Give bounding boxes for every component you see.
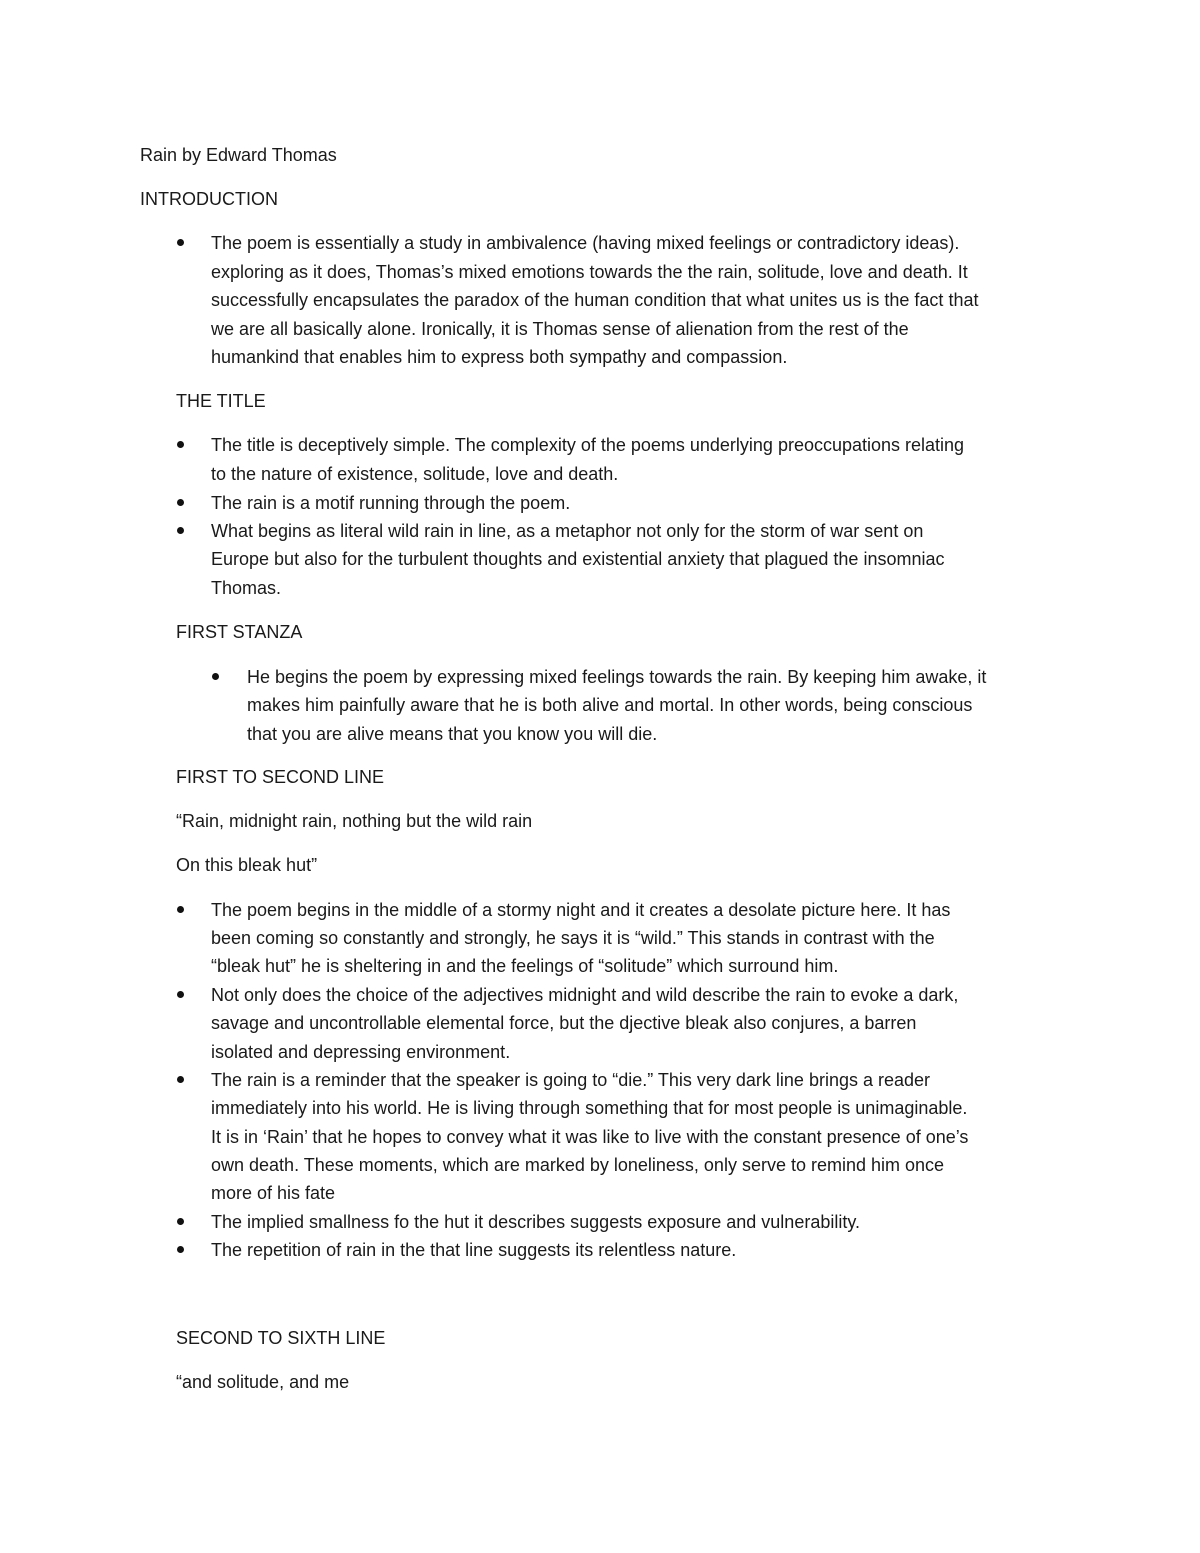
poem-quote-line: “and solitude, and me: [176, 1372, 350, 1392]
bullet-text-line: makes him painfully aware that he is both alive and mortal. In other words, being conscious: [247, 695, 973, 715]
bullet-text-line: more of his fate: [211, 1183, 336, 1203]
bullet-text-line: humankind that enables him to express both sympathy and compassion.: [211, 347, 788, 367]
bullet-marker: [177, 991, 184, 998]
bullet-text-line: own death. These moments, which are marked by loneliness, only serve to remind him once: [211, 1155, 945, 1175]
poem-quote-line: “Rain, midnight rain, nothing but the wild rain: [176, 811, 533, 831]
bullet-text-line: What begins as literal wild rain in line, as a metaphor not only for the storm of war sent on: [211, 521, 924, 541]
section-heading-second-to-sixth-line: SECOND TO SIXTH LINE: [176, 1328, 386, 1348]
bullet-text-line: The poem is essentially a study in ambivalence (having mixed feelings or contradictory ideas).: [211, 233, 960, 253]
bullet-marker: [177, 441, 184, 448]
bullet-marker: [177, 499, 184, 506]
bullet-text-line: that you are alive means that you know you will die.: [247, 724, 658, 744]
bullet-text-line: The repetition of rain in the that line suggests its relentless nature.: [211, 1240, 737, 1260]
bullet-marker: [177, 527, 184, 534]
document-title: Rain by Edward Thomas: [140, 145, 337, 165]
bullet-marker: [212, 673, 219, 680]
bullet-marker: [177, 906, 184, 913]
bullet-text-line: we are all basically alone. Ironically, it is Thomas sense of alienation from the rest of the: [211, 319, 909, 339]
section-heading-first-to-second-line: FIRST TO SECOND LINE: [176, 767, 385, 787]
bullet-marker: [177, 1218, 184, 1225]
bullet-text-line: to the nature of existence, solitude, love and death.: [211, 464, 619, 484]
bullet-text-line: Not only does the choice of the adjectives midnight and wild describe the rain to evoke a dark,: [211, 985, 959, 1005]
bullet-marker: [177, 1076, 184, 1083]
bullet-text-line: isolated and depressing environment.: [211, 1042, 511, 1062]
bullet-text-line: Thomas.: [211, 578, 282, 598]
bullet-text-line: “bleak hut” he is sheltering in and the feelings of “solitude” which surround him.: [211, 956, 839, 976]
section-heading-introduction: INTRODUCTION: [140, 189, 278, 209]
bullet-text-line: The implied smallness fo the hut it describes suggests exposure and vulnerability.: [211, 1212, 861, 1232]
bullet-text-line: successfully encapsulates the paradox of the human condition that what unites us is the fact that: [211, 290, 979, 310]
bullet-text-line: exploring as it does, Thomas’s mixed emotions towards the the rain, solitude, love and death. It: [211, 262, 968, 282]
bullet-text-line: The poem begins in the middle of a stormy night and it creates a desolate picture here. It has: [211, 900, 951, 920]
section-heading-the-title: THE TITLE: [176, 391, 266, 411]
bullet-text-line: The rain is a reminder that the speaker is going to “die.” This very dark line brings a reader: [211, 1070, 931, 1090]
bullet-marker: [177, 239, 184, 246]
bullet-text-line: savage and uncontrollable elemental force, but the djective bleak also conjures, a barren: [211, 1013, 917, 1033]
bullet-text-line: Europe but also for the turbulent thoughts and existential anxiety that plagued the insomniac: [211, 549, 945, 569]
bullet-marker: [177, 1246, 184, 1253]
bullet-text-line: It is in ‘Rain’ that he hopes to convey what it was like to live with the constant presence of one’s: [211, 1127, 969, 1147]
section-heading-first-stanza: FIRST STANZA: [176, 622, 303, 642]
bullet-text-line: The rain is a motif running through the poem.: [211, 493, 571, 513]
bullet-text-line: been coming so constantly and strongly, he says it is “wild.” This stands in contrast with the: [211, 928, 935, 948]
bullet-text-line: He begins the poem by expressing mixed feelings towards the rain. By keeping him awake, it: [247, 667, 987, 687]
bullet-text-line: The title is deceptively simple. The complexity of the poems underlying preoccupations relating: [211, 435, 965, 455]
bullet-text-line: immediately into his world. He is living through something that for most people is unimaginable.: [211, 1098, 968, 1118]
poem-quote-line: On this bleak hut”: [176, 855, 318, 875]
